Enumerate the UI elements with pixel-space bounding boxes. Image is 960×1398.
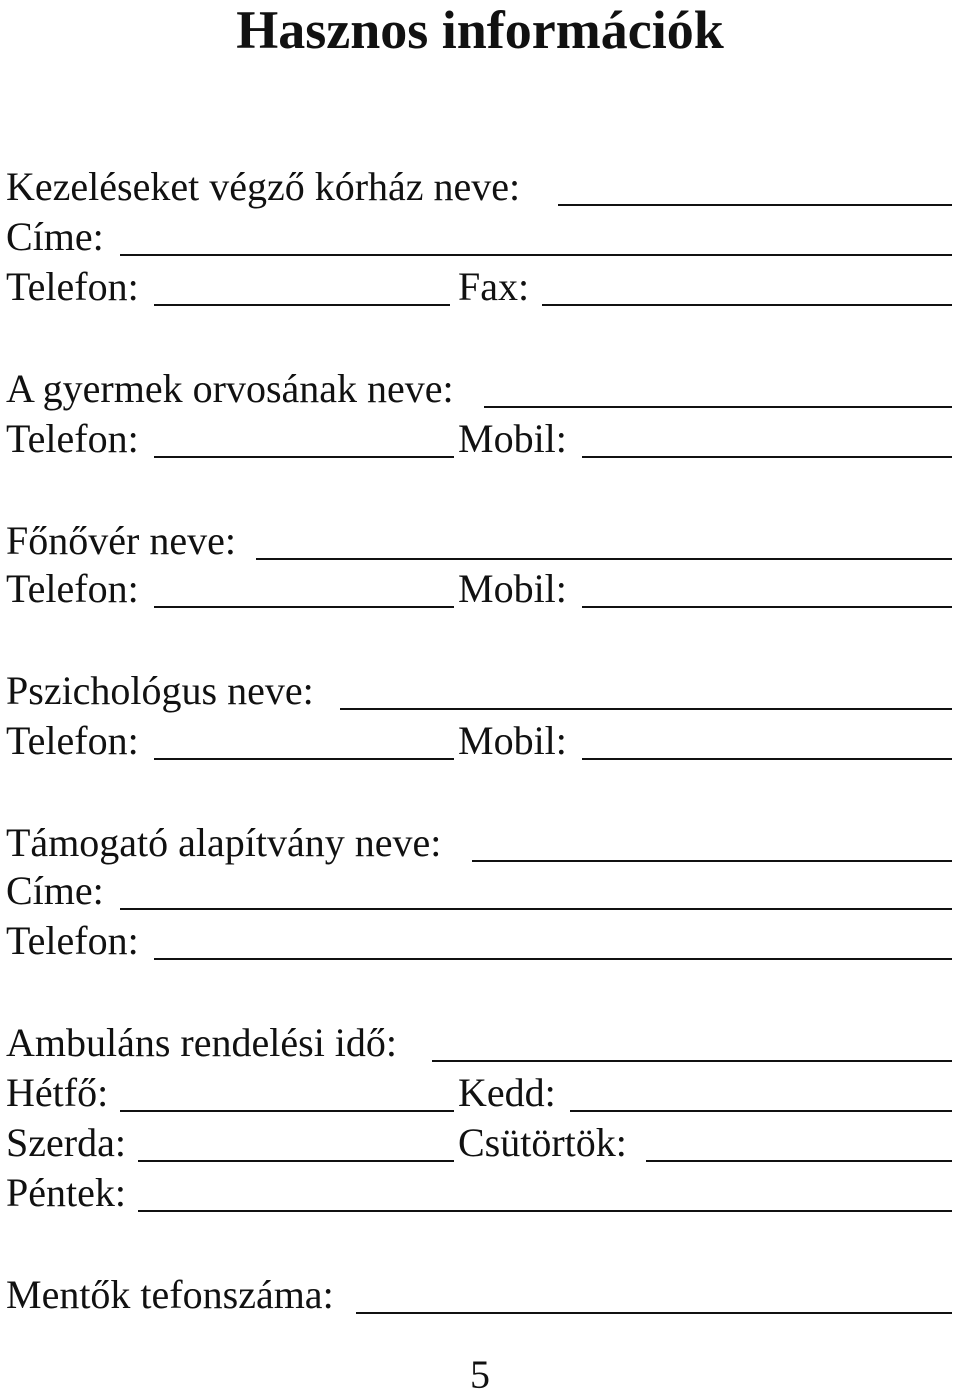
- head-nurse-name-label: Főnővér neve:: [6, 518, 236, 563]
- doctor-name-label: A gyermek orvosának neve:: [6, 366, 454, 411]
- foundation-name-row: [6, 820, 952, 866]
- doctor-contact-row: [6, 416, 952, 462]
- hospital-contact-row: [6, 264, 952, 310]
- psychologist-name-row: [6, 668, 952, 714]
- thursday-field[interactable]: [646, 1160, 952, 1162]
- thursday-label: Csütörtök:: [458, 1120, 627, 1165]
- page-number: 5: [470, 1352, 490, 1397]
- tuesday-label: Kedd:: [458, 1070, 556, 1115]
- head-nurse-name-row: [6, 518, 952, 564]
- psychologist-mobile-field[interactable]: [582, 758, 952, 760]
- wednesday-field[interactable]: [138, 1160, 454, 1162]
- psychologist-phone-field[interactable]: [154, 758, 454, 760]
- wednesday-label: Szerda:: [6, 1120, 126, 1165]
- friday-field[interactable]: [138, 1210, 952, 1212]
- hospital-name-row: [6, 164, 952, 210]
- doctor-phone-label: Telefon:: [6, 416, 139, 461]
- psychologist-name-field[interactable]: [340, 708, 952, 710]
- hospital-name-field[interactable]: [558, 204, 952, 206]
- hospital-fax-field[interactable]: [542, 304, 952, 306]
- hospital-address-field[interactable]: [120, 254, 952, 256]
- monday-label: Hétfő:: [6, 1070, 109, 1115]
- hospital-phone-label: Telefon:: [6, 264, 139, 309]
- ambulance-row: [6, 1272, 952, 1318]
- foundation-phone-label: Telefon:: [6, 918, 139, 963]
- friday-label: Péntek:: [6, 1170, 126, 1215]
- ambulance-phone-field[interactable]: [356, 1312, 952, 1314]
- clinic-hours-field[interactable]: [432, 1060, 952, 1062]
- foundation-address-label: Címe:: [6, 868, 104, 913]
- monday-field[interactable]: [120, 1110, 454, 1112]
- hospital-address-label: Címe:: [6, 214, 104, 259]
- psychologist-phone-label: Telefon:: [6, 718, 139, 763]
- head-nurse-mobile-label: Mobil:: [458, 566, 567, 611]
- tuesday-field[interactable]: [570, 1110, 952, 1112]
- hospital-name-label: Kezeléseket végző kórház neve:: [6, 164, 521, 209]
- doctor-phone-field[interactable]: [154, 456, 454, 458]
- foundation-name-label: Támogató alapítvány neve:: [6, 820, 442, 865]
- hospital-fax-label: Fax:: [458, 264, 530, 309]
- head-nurse-phone-field[interactable]: [154, 606, 454, 608]
- foundation-phone-field[interactable]: [154, 958, 952, 960]
- head-nurse-phone-label: Telefon:: [6, 566, 139, 611]
- doctor-name-field[interactable]: [484, 406, 952, 408]
- friday-row: [6, 1170, 952, 1216]
- clinic-hours-row: [6, 1020, 952, 1066]
- foundation-address-row: [6, 868, 952, 914]
- psychologist-contact-row: [6, 718, 952, 764]
- doctor-name-row: [6, 366, 952, 412]
- monday-tuesday-row: [6, 1070, 952, 1116]
- doctor-mobile-label: Mobil:: [458, 416, 567, 461]
- hospital-phone-field[interactable]: [154, 304, 450, 306]
- head-nurse-contact-row: [6, 566, 952, 612]
- foundation-name-field[interactable]: [472, 860, 952, 862]
- psychologist-mobile-label: Mobil:: [458, 718, 567, 763]
- hospital-address-row: [6, 214, 952, 260]
- clinic-hours-label: Ambuláns rendelési idő:: [6, 1020, 398, 1065]
- ambulance-label: Mentők tefonszáma:: [6, 1272, 334, 1317]
- wednesday-thursday-row: [6, 1120, 952, 1166]
- page-title: Hasznos információk: [236, 0, 724, 60]
- foundation-phone-row: [6, 918, 952, 964]
- foundation-address-field[interactable]: [120, 908, 952, 910]
- head-nurse-name-field[interactable]: [256, 558, 952, 560]
- head-nurse-mobile-field[interactable]: [582, 606, 952, 608]
- doctor-mobile-field[interactable]: [582, 456, 952, 458]
- psychologist-name-label: Pszichológus neve:: [6, 668, 314, 713]
